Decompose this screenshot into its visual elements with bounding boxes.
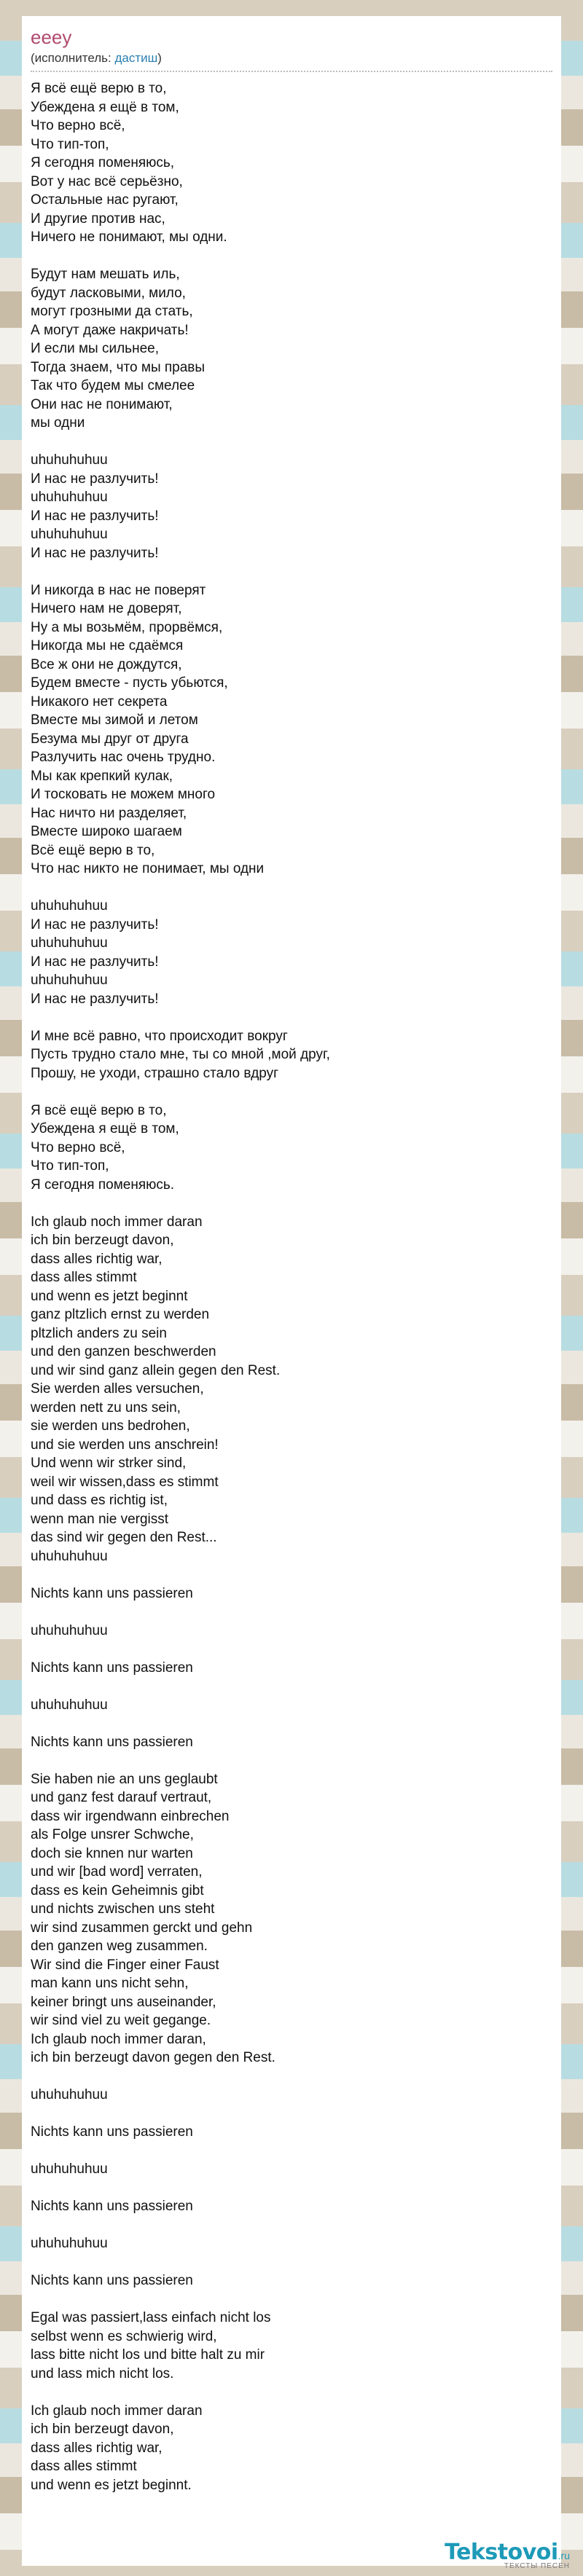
- lyric-line: могут грозными да стать,: [31, 304, 193, 319]
- lyric-line: Нас ничто ни разделяет,: [31, 805, 187, 821]
- lyric-line: wir sind viel zu weit gegange.: [31, 2013, 211, 2028]
- lyric-line: uhuhuhuhuu: [31, 973, 108, 988]
- stanza-break: [31, 2216, 552, 2235]
- lyric-line: И мне всё равно, что происходит вокруг: [31, 1028, 288, 1044]
- artist-link[interactable]: дастиш: [114, 51, 158, 65]
- lyric-line: als Folge unsrer Schwche,: [31, 1827, 194, 1842]
- song-title: eeey: [31, 26, 72, 48]
- site-logo[interactable]: [445, 2540, 570, 2570]
- lyric-line: uhuhuhuhuu: [31, 2161, 108, 2177]
- lyric-line: Вот у нас всё серьёзно,: [31, 173, 183, 189]
- lyric-line: И нас не разлучить!: [31, 508, 159, 524]
- lyric-line: Что тип-топ,: [31, 136, 109, 152]
- stanza-break: [31, 1677, 552, 1696]
- lyric-line: Nichts kann uns passieren: [31, 1585, 193, 1601]
- stanza-break: [31, 879, 552, 898]
- lyric-line: Что верно всё,: [31, 1139, 125, 1155]
- lyric-line: Всё ещё верю в то,: [31, 842, 155, 858]
- lyric-line: Безума мы друг от друга: [31, 731, 189, 747]
- lyric-line: И тосковать не можем много: [31, 787, 216, 802]
- lyric-line: Nichts kann uns passieren: [31, 1660, 193, 1676]
- lyric-line: Sie haben nie an uns geglaubt: [31, 1771, 218, 1787]
- lyric-line: Что верно всё,: [31, 118, 125, 133]
- lyric-line: ich bin berzeugt davon gegen den Rest.: [31, 2050, 275, 2065]
- artist-line: [31, 51, 552, 72]
- stanza-break: [31, 433, 552, 452]
- lyric-line: ganz pltzlich ernst zu werden: [31, 1307, 210, 1322]
- lyric-line: И нас не разлучить!: [31, 916, 159, 932]
- lyric-line: selbst wenn es schwierig wird,: [31, 2328, 217, 2344]
- lyric-line: uhuhuhuhuu: [31, 452, 108, 468]
- lyric-line: weil wir wissen,dass es stimmt: [31, 1474, 219, 1490]
- stanza-break: [31, 1640, 552, 1659]
- lyric-line: uhuhuhuhuu: [31, 527, 108, 542]
- lyric-line: И нас не разлучить!: [31, 954, 159, 970]
- lyric-line: Пусть трудно стало мне, ты со мной ,мой друг,: [31, 1047, 330, 1062]
- lyric-line: und wenn es jetzt beginnt: [31, 1288, 188, 1304]
- artist-suffix: ): [157, 51, 162, 65]
- lyrics-text: [31, 79, 552, 2494]
- lyric-line: wenn man nie vergisst: [31, 1511, 169, 1527]
- lyric-line: dass es kein Geheimnis gibt: [31, 1882, 204, 1898]
- lyric-line: И если мы сильнее,: [31, 341, 159, 356]
- lyric-line: Sie werden alles versuchen,: [31, 1381, 204, 1397]
- lyric-line: und dass es richtig ist,: [31, 1493, 168, 1508]
- stanza-break: [31, 2142, 552, 2161]
- stanza-break: [31, 2105, 552, 2124]
- lyric-line: Egal was passiert,lass einfach nicht los: [31, 2310, 271, 2325]
- lyric-line: Ich glaub noch immer daran: [31, 2403, 203, 2419]
- lyric-line: uhuhuhuhuu: [31, 490, 108, 505]
- lyric-line: keiner bringt uns auseinander,: [31, 1994, 216, 2010]
- stanza-break: [31, 562, 552, 581]
- lyric-line: Я всё ещё верю в то,: [31, 81, 167, 96]
- lyric-line: das sind wir gegen den Rest...: [31, 1530, 217, 1545]
- stanza-break: [31, 1194, 552, 1213]
- lyric-line: werden nett zu uns sein,: [31, 1399, 181, 1415]
- lyric-line: uhuhuhuhuu: [31, 2087, 108, 2102]
- lyric-line: Будут нам мешать иль,: [31, 267, 180, 282]
- lyric-line: И другие против нас,: [31, 211, 165, 227]
- lyric-line: man kann uns nicht sehn,: [31, 1976, 189, 1991]
- lyric-line: ich bin berzeugt davon,: [31, 2422, 174, 2437]
- lyric-line: Прошу, не уходи, страшно стало вдруг: [31, 1065, 279, 1081]
- lyric-line: Ну а мы возьмём, прорвёмся,: [31, 619, 223, 635]
- lyric-line: А могут даже накричать!: [31, 322, 189, 338]
- stanza-break: [31, 2290, 552, 2309]
- lyric-line: Тогда знаем, что мы правы: [31, 359, 206, 375]
- stanza-break: [31, 1008, 552, 1027]
- lyric-line: dass alles richtig war,: [31, 2440, 163, 2456]
- lyric-line: uhuhuhuhuu: [31, 1622, 108, 1638]
- lyric-line: Вместе мы зимой и летом: [31, 712, 198, 728]
- stanza-break: [31, 1566, 552, 1585]
- lyric-line: pltzlich anders zu sein: [31, 1325, 167, 1341]
- stanza-break: [31, 2179, 552, 2198]
- lyric-line: И нас не разлучить!: [31, 545, 159, 561]
- lyric-line: Вместе широко шагаем: [31, 824, 182, 839]
- lyric-line: Nichts kann uns passieren: [31, 1734, 193, 1750]
- lyric-line: uhuhuhuhuu: [31, 1697, 108, 1713]
- lyric-line: Они нас не понимают,: [31, 396, 173, 412]
- lyric-line: uhuhuhuhuu: [31, 1548, 108, 1564]
- lyric-line: Все ж они не дождутся,: [31, 656, 182, 672]
- lyric-line: wir sind zusammen gerckt und gehn: [31, 1920, 253, 1936]
- lyric-line: und wir [bad word] verraten,: [31, 1864, 203, 1880]
- lyric-line: Ich glaub noch immer daran,: [31, 2031, 206, 2047]
- lyric-line: Будем вместе - пусть убьются,: [31, 675, 228, 691]
- lyric-line: мы одни: [31, 415, 85, 431]
- lyric-line: und sie werden uns anschrein!: [31, 1437, 219, 1453]
- lyric-line: und wenn es jetzt beginnt.: [31, 2477, 192, 2493]
- lyric-line: und lass mich nicht los.: [31, 2365, 174, 2381]
- lyric-line: dass alles richtig war,: [31, 1251, 163, 1267]
- artist-prefix: (исполнитель:: [31, 51, 115, 65]
- lyric-line: Ничего не понимают, мы одни.: [31, 229, 227, 245]
- lyric-line: Я сегодня поменяюсь,: [31, 155, 175, 170]
- lyric-line: Und wenn wir strker sind,: [31, 1456, 187, 1471]
- lyric-line: dass alles stimmt: [31, 2459, 137, 2474]
- lyric-line: Nichts kann uns passieren: [31, 2124, 193, 2140]
- stanza-break: [31, 2068, 552, 2086]
- lyric-line: И нас не разлучить!: [31, 991, 159, 1007]
- lyric-line: Что нас никто не понимает, мы одни: [31, 861, 265, 876]
- lyric-line: und nichts zwischen uns steht: [31, 1901, 215, 1917]
- lyric-line: ich bin berzeugt davon,: [31, 1233, 174, 1248]
- lyric-line: будут ласковыми, мило,: [31, 285, 186, 301]
- lyric-line: Никогда мы не сдаёмся: [31, 638, 184, 653]
- stanza-break: [31, 1083, 552, 1102]
- lyric-line: Остальные нас ругают,: [31, 192, 179, 208]
- lyric-line: Ничего нам не доверят,: [31, 601, 182, 616]
- stanza-break: [31, 1751, 552, 1770]
- logo-wordmark: Tekstovoi: [445, 2540, 558, 2565]
- lyric-line: Я всё ещё верю в то,: [31, 1102, 167, 1118]
- lyric-line: Я сегодня поменяюсь.: [31, 1177, 175, 1193]
- lyric-line: dass wir irgendwann einbrechen: [31, 1808, 230, 1824]
- lyric-line: Что тип-топ,: [31, 1158, 109, 1174]
- lyric-line: Nichts kann uns passieren: [31, 2199, 193, 2214]
- stanza-break: [31, 1714, 552, 1733]
- lyric-line: Убеждена я ещё в том,: [31, 1121, 179, 1136]
- lyric-line: dass alles stimmt: [31, 1270, 137, 1285]
- lyric-line: Убеждена я ещё в том,: [31, 99, 179, 115]
- lyric-line: und wir sind ganz allein gegen den Rest.: [31, 1362, 281, 1378]
- lyric-line: Разлучить нас очень трудно.: [31, 750, 216, 765]
- stanza-break: [31, 1603, 552, 1622]
- lyric-line: Мы как крепкий кулак,: [31, 768, 173, 784]
- lyric-line: uhuhuhuhuu: [31, 2236, 108, 2251]
- lyric-line: sie werden uns bedrohen,: [31, 1418, 190, 1434]
- lyric-line: uhuhuhuhuu: [31, 898, 108, 914]
- lyric-line: Wir sind die Finger einer Faust: [31, 1957, 219, 1973]
- stanza-break: [31, 2383, 552, 2402]
- lyric-line: doch sie knnen nur warten: [31, 1845, 193, 1861]
- lyric-line: Так что будем мы смелее: [31, 378, 195, 393]
- lyric-line: und ganz fest darauf vertraut,: [31, 1790, 212, 1805]
- lyric-line: und den ganzen beschwerden: [31, 1344, 216, 1359]
- lyric-line: И никогда в нас не поверят: [31, 582, 206, 598]
- lyric-line: Ich glaub noch immer daran: [31, 1214, 203, 1230]
- logo-domain: .ru: [557, 2550, 570, 2561]
- lyric-line: И нас не разлучить!: [31, 471, 159, 487]
- stanza-break: [31, 2253, 552, 2272]
- stanza-break: [31, 247, 552, 266]
- lyric-line: Никакого нет секрета: [31, 694, 168, 710]
- lyrics-card: [22, 16, 561, 2566]
- logo-tagline: ТЕКСТЫ ПЕСЕН: [504, 2562, 570, 2570]
- lyric-line: Nichts kann uns passieren: [31, 2273, 193, 2288]
- lyric-line: den ganzen weg zusammen.: [31, 1939, 208, 1954]
- lyric-line: lass bitte nicht los und bitte halt zu mir: [31, 2347, 265, 2363]
- lyric-line: uhuhuhuhuu: [31, 935, 108, 951]
